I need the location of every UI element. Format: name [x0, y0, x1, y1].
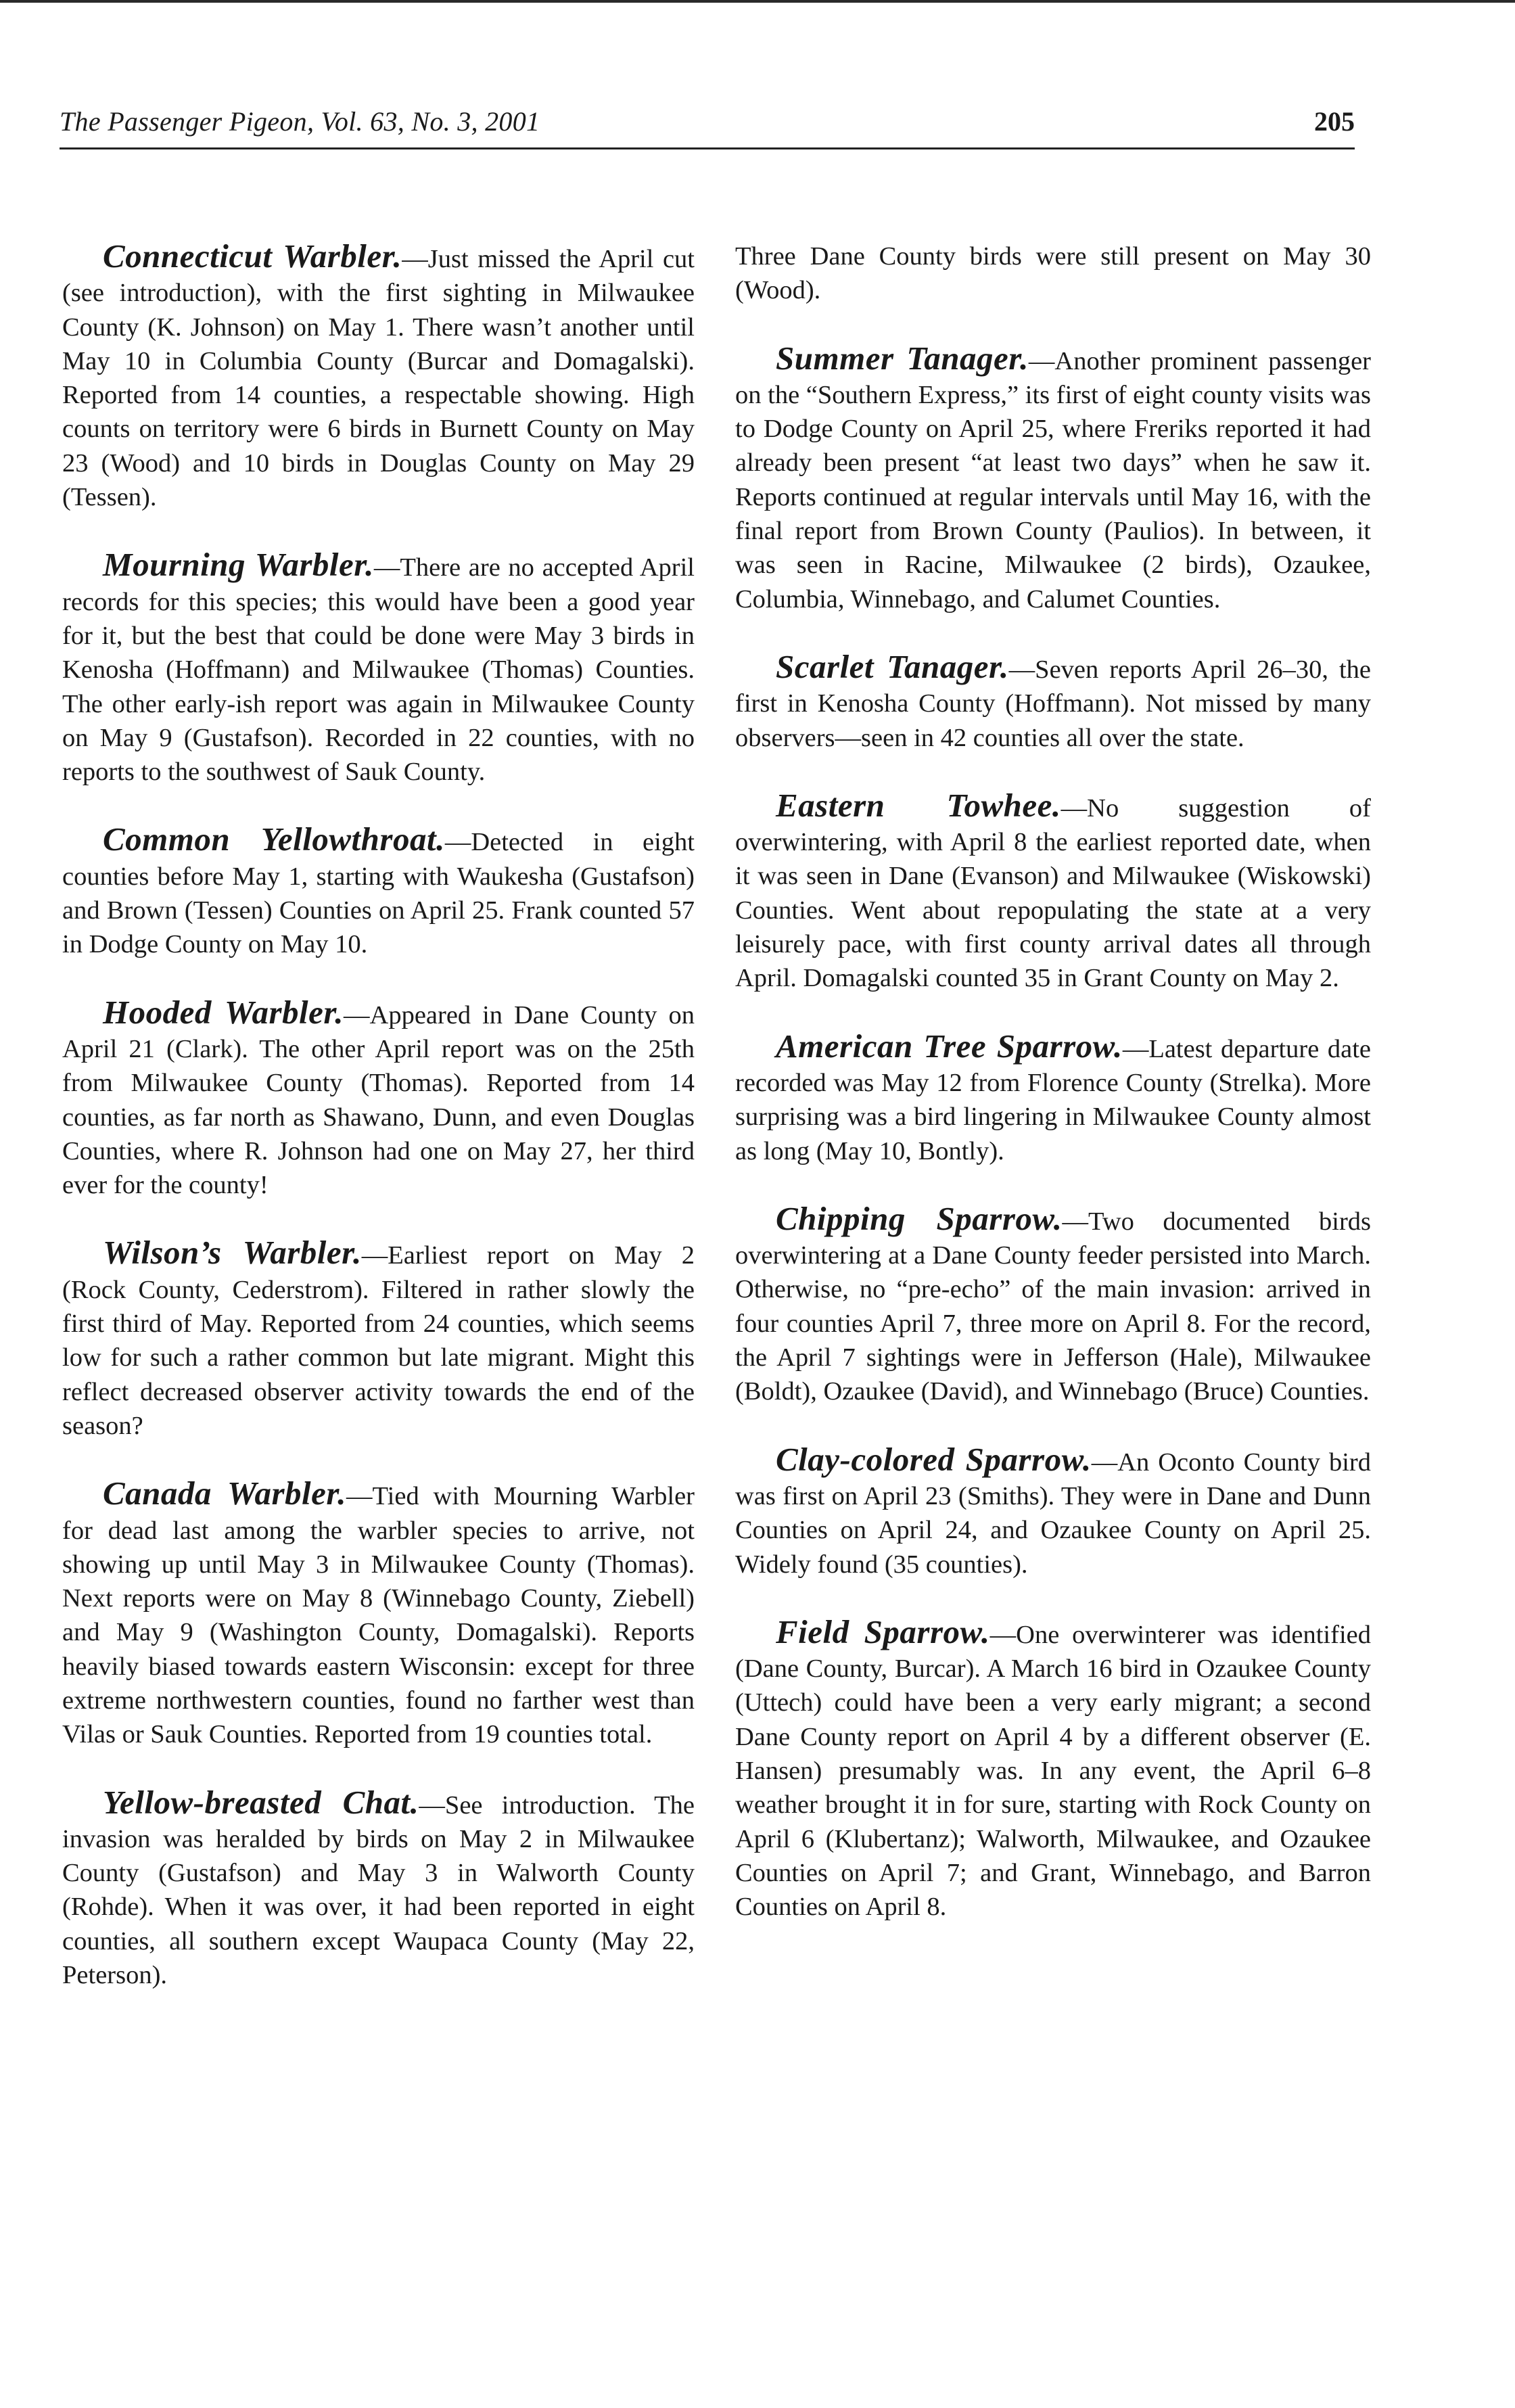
species-name: Field Sparrow. [776, 1613, 990, 1650]
species-account-clay-colored-sparrow [735, 1440, 1371, 1581]
species-text: —One overwinterer was identified (Dane County, Burcar). A March 16 bird in Ozaukee County (Uttech) could have been a very early migrant; a second Dane County report on April 4 by a different observer (E. Hansen) presumably was. In any event, the April 6–8 weather brought it in for sure, starting with Rock County on April 6 (Klubertanz); Walworth, Milwaukee, and Ozaukee Counties on April 7; and Grant, Winnebago, and Barron Counties on April 8. [735, 1620, 1371, 1922]
species-account-mourning-warbler [62, 548, 695, 789]
species-text: —There are no accepted April records for this species; this would have been a good year for it, but the best that could be done were May 3 birds in Kenosha (Hoffmann) and Milwaukee (Thomas) Counties. The other early-ish report was again in Milwaukee County on May 9 (Gustafson). Recorded in 22 counties, with no reports to the southwest of Sauk County. [62, 553, 695, 787]
species-name: Clay-colored Sparrow. [776, 1440, 1092, 1478]
species-text: —An Oconto County bird was first on April 23 (Smiths). They were in Dane and Dunn Counties on April 24, and Ozaukee County on April 25. Widely found (35 counties). [735, 1448, 1371, 1579]
species-name: Eastern Towhee. [776, 786, 1061, 824]
species-text: —Seven reports April 26–30, the first in Kenosha County (Hoffmann). Not missed by many observers—seen in 42 counties all over the state. [735, 655, 1371, 752]
species-account-field-sparrow [735, 1615, 1371, 1924]
species-account-chipping-sparrow [735, 1199, 1371, 1409]
journal-title: The Passenger Pigeon, Vol. 63, No. 3, 2001 [60, 106, 540, 137]
continued-paragraph: Three Dane County birds were still present on May 30 (Wood). [735, 242, 1371, 305]
species-name: Connecticut Warbler. [103, 237, 402, 275]
species-text: —Just missed the April cut (see introduction), with the first sighting in Milwaukee County (K. Johnson) on May 1. There wasn’t another until May 10 in Columbia County (Burcar and Domagalski). Reported from 14 counties, a respectable showing. High counts on territory were 6 birds in Burnett County on May 23 (Wood) and 10 birds in Douglas County on May 29 (Tessen). [62, 245, 695, 512]
species-account-hooded-warbler [62, 993, 695, 1203]
species-name: American Tree Sparrow. [776, 1027, 1123, 1065]
species-name: Common Yellowthroat. [103, 820, 445, 858]
species-account-common-yellowthroat [62, 820, 695, 961]
species-account-american-tree-sparrow [735, 1029, 1371, 1168]
species-name: Scarlet Tanager. [776, 647, 1009, 685]
species-name: Chipping Sparrow. [776, 1199, 1063, 1237]
species-account-summer-tanager [735, 339, 1371, 616]
running-header [60, 100, 1355, 149]
species-name: Hooded Warbler. [103, 993, 344, 1031]
species-name: Mourning Warbler. [103, 546, 374, 584]
page-number: 205 [1314, 106, 1355, 137]
species-text: —No suggestion of overwintering, with April 8 the earliest reported date, when it was seen in Dane (Evanson) and Milwaukee (Wiskowski) Counties. Went about repopulating the state at a very leisurely pace, with first county arrival dates all through April. Domagalski counted 35 in Grant County on May 2. [735, 793, 1371, 993]
species-account-eastern-towhee [735, 786, 1371, 996]
species-account-yellow-breasted-chat [62, 1783, 695, 1993]
species-account-wilsons-warbler [62, 1236, 695, 1443]
species-name: Wilson’s Warbler. [103, 1234, 362, 1272]
species-name: Summer Tanager. [776, 339, 1029, 377]
species-account-connecticut-warbler [62, 239, 695, 514]
species-text: —Two documented birds overwintering at a Dane County feeder persisted into March. Otherwise, no “pre-echo” of the main invasion: arrived in four counties April 7, three more on April 8. For the record, the April 7 sightings were in Jefferson (Hale), Milwaukee (Boldt), Ozaukee (David), and Winnebago (Bruce) Counties. [735, 1207, 1371, 1406]
right-column [735, 239, 1371, 1924]
top-border-rule [0, 0, 1515, 3]
species-account-canada-warbler [62, 1477, 695, 1751]
species-text: —Appeared in Dane County on April 21 (Clark). The other April report was on the 25th from Milwaukee County (Thomas). Reported from 14 counties, as far north as Shawano, Dunn, and even Douglas Counties, where R. Johnson had one on May 27, her third ever for the county! [62, 1000, 695, 1200]
species-text: —Tied with Mourning Warbler for dead last among the warbler species to arrive, not showing up until May 3 in Milwaukee County (Thomas). Next reports were on May 8 (Winnebago County, Ziebell) and May 9 (Washington County, Domagalski). Reports heavily biased towards eastern Wisconsin: except for three extreme northwestern counties, found no farther west than Vilas or Sauk Counties. Reported from 19 counties total. [62, 1482, 695, 1749]
species-text: —Latest departure date recorded was May 12 from Florence County (Strelka). More surprising was a bird lingering in Milwaukee County almost as long (May 10, Bontly). [735, 1034, 1371, 1165]
species-name: Yellow-breasted Chat. [103, 1783, 419, 1821]
species-text: —See introduction. The invasion was heralded by birds on May 2 in Milwaukee County (Gustafson) and May 3 in Walworth County (Rohde). When it was over, it had been reported in eight counties, all southern except Waupaca County (May 22, Peterson). [62, 1790, 695, 1990]
species-text: —Another prominent passenger on the “Southern Express,” its first of eight county visits was to Dodge County on April 25, where Freriks reported it had already been present “at least two days” when he saw it. Reports continued at regular intervals until May 16, with the final report from Brown County (Paulios). In between, it was seen in Racine, Milwaukee (2 birds), Ozaukee, Columbia, Winnebago, and Calumet Counties. [735, 346, 1371, 613]
species-text: —Detected in eight counties before May 1, starting with Waukesha (Gustafson) and Brown (Tessen) Counties on April 25. Frank counted 57 in Dodge County on May 10. [62, 828, 695, 959]
species-account-scarlet-tanager [735, 647, 1371, 755]
left-column [62, 239, 695, 1992]
species-name: Canada Warbler. [103, 1475, 346, 1512]
species-text: —Earliest report on May 2 (Rock County, Cederstrom). Filtered in rather slowly the first third of May. Reported from 24 counties, which seems low for such a rather common but late migrant. Might this reflect decreased observer activity towards the end of the season? [62, 1241, 695, 1440]
